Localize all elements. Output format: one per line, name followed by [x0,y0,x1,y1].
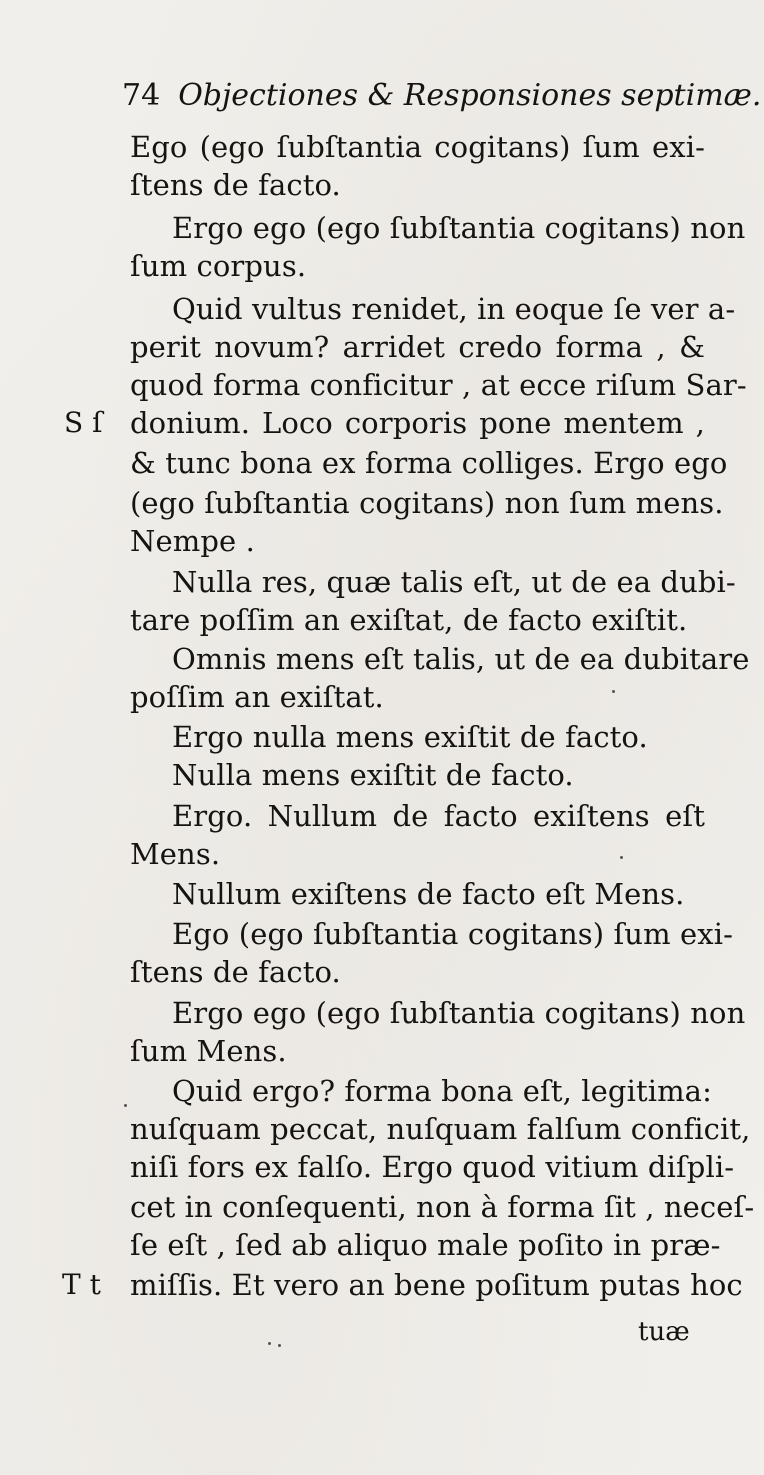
text-line: ſum Mens. [130,1034,287,1068]
text-line: Nullum exiſtens de facto eſt Mens. [172,877,685,911]
text-line: ſtens de facto. [130,955,341,989]
text-line: Ergo. Nullum de facto exiſtens eſt [172,799,705,833]
signature-mark-s: S ſ [64,406,103,439]
signature-mark-t: T t [62,1268,101,1301]
text-line: poſſim an exiſtat. [130,680,384,714]
text-line: donium. Loco corporis pone mentem , [130,406,705,440]
text-line: Mens. [130,837,221,871]
text-line: (ego ſubſtantia cogitans) non ſum mens. [130,486,724,520]
ink-speck [268,1342,271,1345]
ink-speck [278,1344,281,1347]
ink-speck [620,856,623,859]
text-line: Nulla mens exiſtit de facto. [172,758,574,792]
catchword: tuæ [638,1317,690,1347]
text-line: Ego (ego ſubſtantia cogitans) ſum exi- [130,130,705,164]
text-line: Ergo ego (ego ſubſtantia cogitans) non [172,211,746,245]
text-line: Ego (ego ſubſtantia cogitans) ſum exi- [172,917,733,951]
text-line: cet in conſequenti, non à forma ſit , neceſ- [130,1190,755,1224]
text-line: miſſis. Et vero an bene poſitum putas hoc [130,1268,743,1302]
page-number: 74 [122,78,161,113]
ink-speck [124,1104,127,1107]
text-line: perit novum? arridet credo forma , & [130,330,705,364]
running-header [122,76,762,116]
text-line: & tunc bona ex forma colliges. Ergo ego [130,446,728,480]
text-line: ſe eſt , ſed ab aliquo male poſito in præ- [130,1228,721,1262]
text-line: Quid vultus renidet, in eoque ſe ver a- [172,292,736,326]
text-line: ſtens de facto. [130,168,341,202]
text-line: tare poſſim an exiſtat, de facto exiſtit. [130,603,688,637]
text-line: niſi fors ex falſo. Ergo quod vitium diſpli- [130,1150,735,1184]
text-line: Nulla res, quæ talis eſt, ut de ea dubi- [172,565,736,599]
text-line: quod forma conficitur , at ecce riſum Sar- [130,368,747,402]
text-line: Ergo nulla mens exiſtit de facto. [172,720,648,754]
ink-speck [612,690,615,693]
text-line: Ergo ego (ego ſubſtantia cogitans) non [172,996,746,1030]
text-line: Nempe . [130,524,255,558]
running-title: Objectiones & Responsiones septimæ. [178,78,762,113]
text-line: nuſquam peccat, nuſquam falſum conficit, [130,1112,751,1146]
text-line: Omnis mens eſt talis, ut de ea dubitare [172,642,750,676]
text-line: Quid ergo? forma bona eſt, legitima: [172,1074,712,1108]
text-line: ſum corpus. [130,249,307,283]
